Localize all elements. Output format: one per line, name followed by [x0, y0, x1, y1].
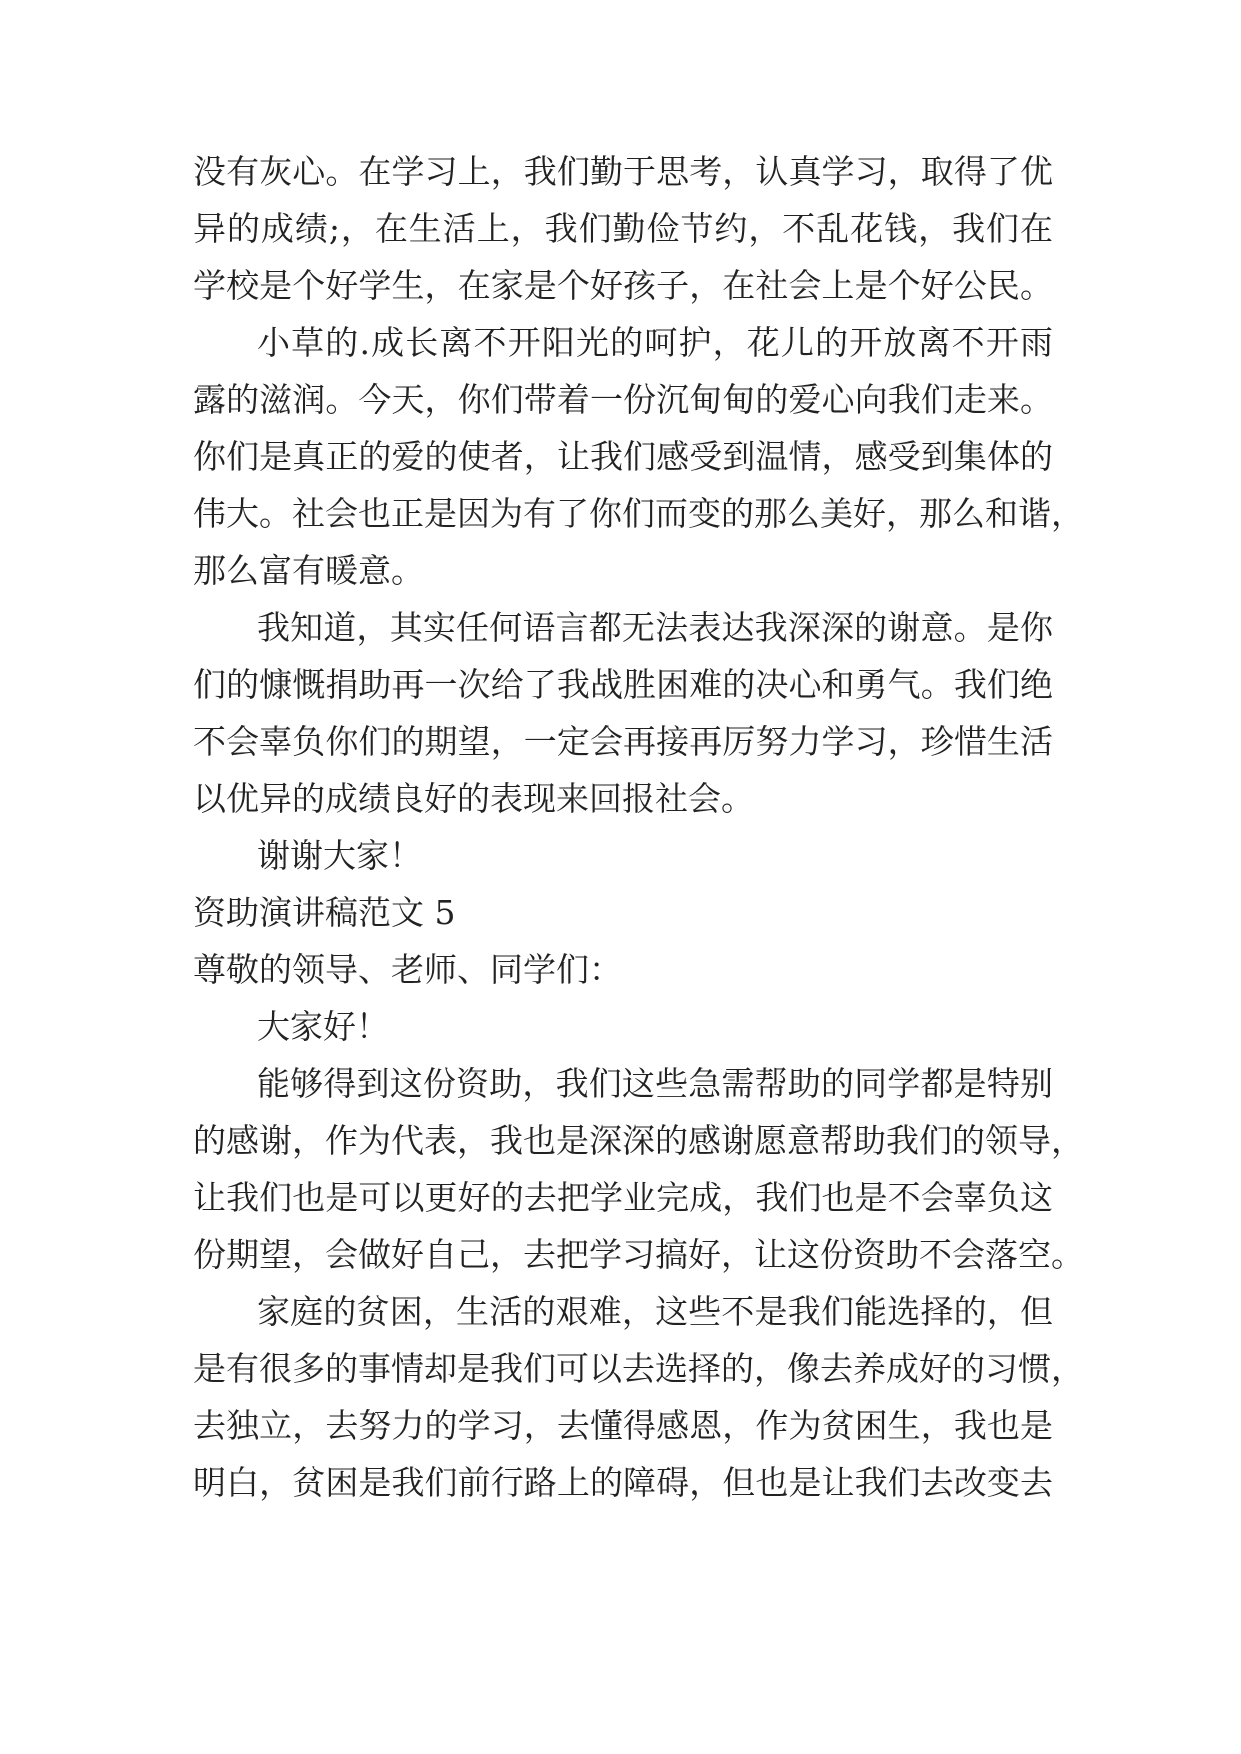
paragraph-line: 让我们也是可以更好的去把学业完成，我们也是不会辜负这 [193, 1178, 1053, 1217]
paragraph-line: 的感谢，作为代表，我也是深深的感谢愿意帮助我们的领导， [193, 1121, 1084, 1160]
paragraph-line: 露的滋润。今天，你们带着一份沉甸甸的爱心向我们走来。 [193, 380, 1053, 419]
paragraph-line: 学校是个好学生，在家是个好孩子，在社会上是个好公民。 [193, 266, 1053, 305]
paragraph-line: 小草的.成长离不开阳光的呵护，花儿的开放离不开雨 [257, 323, 1053, 362]
paragraph-line: 能够得到这份资助，我们这些急需帮助的同学都是特别 [257, 1064, 1053, 1103]
paragraph-line: 异的成绩;，在生活上，我们勤俭节约，不乱花钱，我们在 [193, 209, 1053, 248]
paragraph-line: 以优异的成绩良好的表现来回报社会。 [193, 779, 754, 818]
paragraph-line: 我知道，其实任何语言都无法表达我深深的谢意。是你 [257, 608, 1053, 647]
paragraph-line: 们的慷慨捐助再一次给了我战胜困难的决心和勇气。我们绝 [193, 665, 1053, 704]
greeting: 大家好！ [257, 1007, 389, 1046]
paragraph-line: 去独立，去努力的学习，去懂得感恩，作为贫困生，我也是 [193, 1406, 1053, 1445]
paragraph-line: 不会辜负你们的期望，一定会再接再厉努力学习，珍惜生活 [193, 722, 1053, 761]
paragraph-line: 你们是真正的爱的使者，让我们感受到温情，感受到集体的 [193, 437, 1053, 476]
paragraph-line: 家庭的贫困，生活的艰难，这些不是我们能选择的，但 [257, 1292, 1053, 1331]
section-title: 资助演讲稿范文 5 [193, 893, 456, 932]
paragraph-line: 明白，贫困是我们前行路上的障碍，但也是让我们去改变去 [193, 1463, 1053, 1502]
paragraph-line: 份期望，会做好自己，去把学习搞好，让这份资助不会落空。 [193, 1235, 1084, 1274]
paragraph-line: 那么富有暖意。 [193, 551, 424, 590]
paragraph-line: 伟大。社会也正是因为有了你们而变的那么美好，那么和谐， [193, 494, 1084, 533]
paragraph-line: 没有灰心。在学习上，我们勤于思考，认真学习，取得了优 [193, 152, 1053, 191]
thanks-line: 谢谢大家！ [257, 836, 422, 875]
salutation: 尊敬的领导、老师、同学们： [193, 950, 622, 989]
paragraph-line: 是有很多的事情却是我们可以去选择的，像去养成好的习惯， [193, 1349, 1084, 1388]
